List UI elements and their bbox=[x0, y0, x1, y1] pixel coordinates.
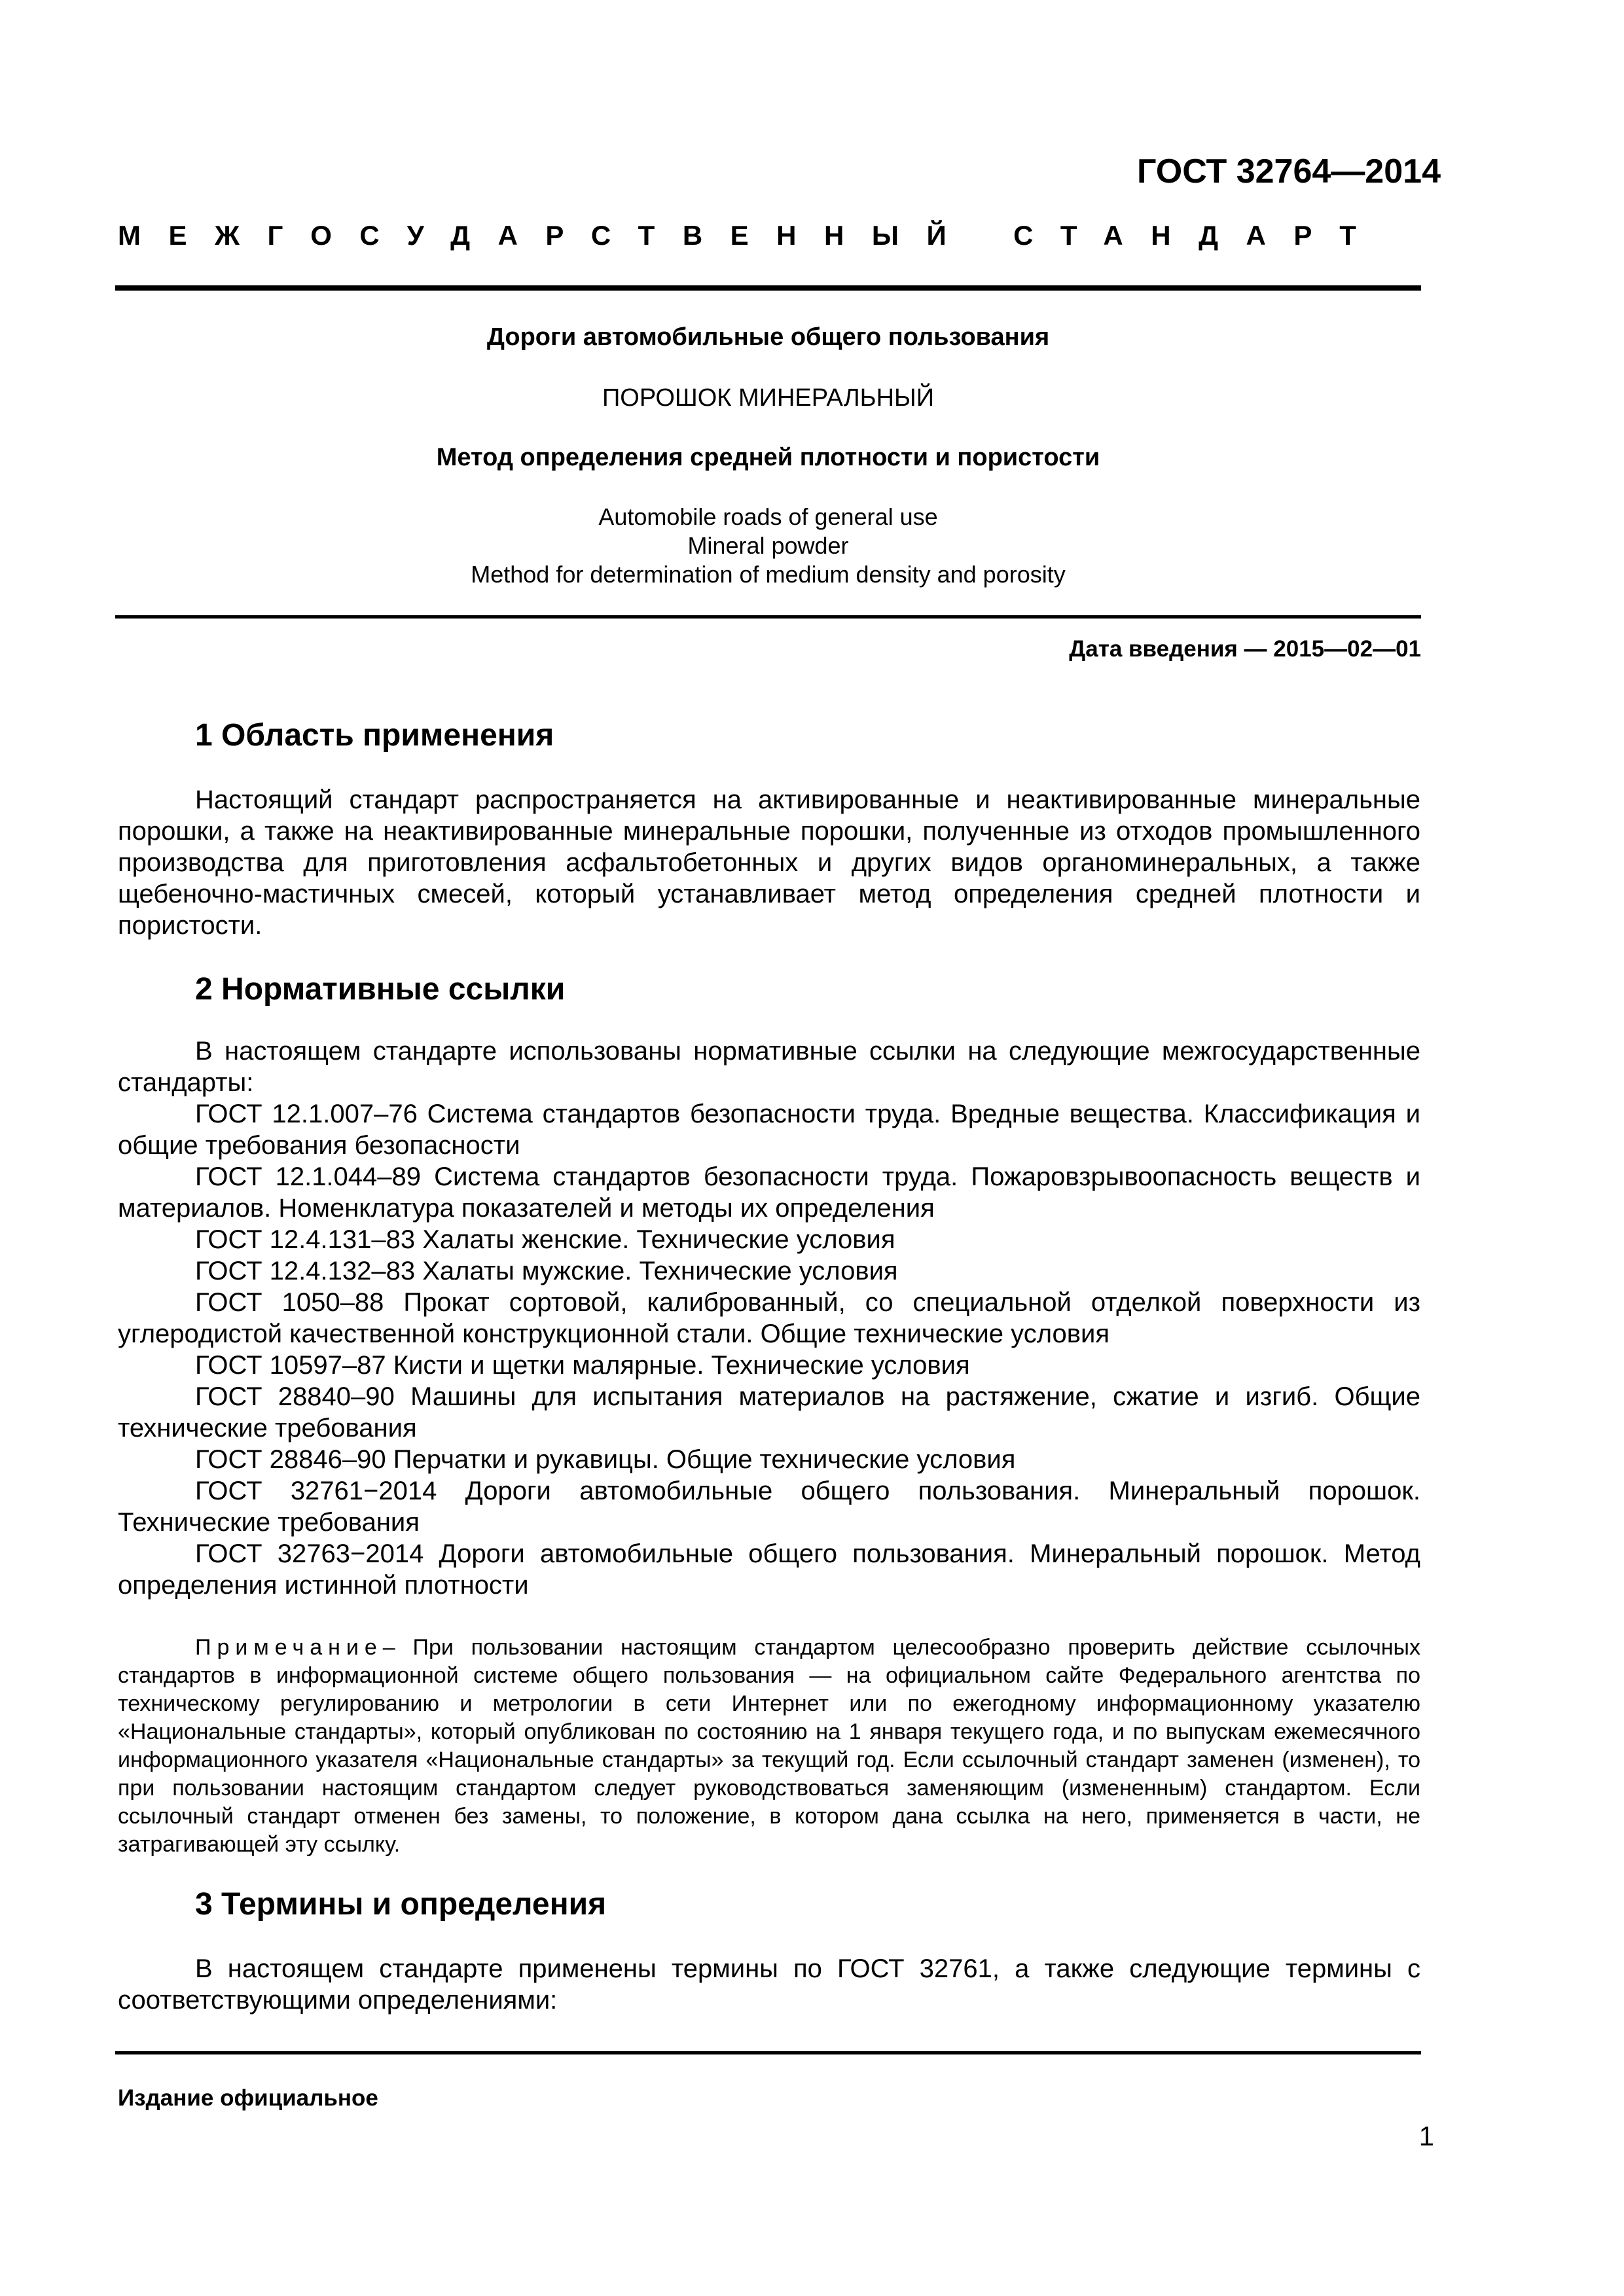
page-number: 1 bbox=[1418, 2121, 1434, 2151]
note-text: – При пользовании настоящим стандартом целесообразно проверить действие ссылочных стандартов в информационной системе общего пользования — на официальном сайте Федерального агентства по техническому регулированию и метрологии в сети Интернет или по ежегодному информационному указателю «Национальные стандарты», который опубликован по состоянию на 1 января текущего года, и по выпускам ежемесячного информационного указателя «Национальные стандарты» за текущий год. Если ссылочный стандарт заменен (изменен), то при пользовании настоящим стандартом следует руководствоваться заменяющим (измененным) стандартом. Если ссылочный стандарт отменен без замены, то положение, в котором дана ссылка на него, применяется в части, не затрагивающей эту ссылку. bbox=[118, 1635, 1420, 1857]
reference-item: ГОСТ 12.4.132–83 Халаты мужские. Технические условия bbox=[195, 1257, 898, 1285]
section-2-heading: 2 Нормативные ссылки bbox=[195, 972, 566, 1007]
reference-item: ГОСТ 32763−2014 Дороги автомобильные общего пользования. Минеральный порошок. Метод определения истинной плотности bbox=[118, 1539, 1420, 1600]
reference-item: ГОСТ 10597–87 Кисти и щетки малярные. Технические условия bbox=[195, 1351, 970, 1380]
reference-item: ГОСТ 28846–90 Перчатки и рукавицы. Общие технические условия bbox=[195, 1445, 1016, 1474]
reference-item: ГОСТ 28840–90 Машины для испытания материалов на растяжение, сжатие и изгиб. Общие технические требования bbox=[118, 1382, 1420, 1443]
section-1-heading: 1 Область применения bbox=[195, 718, 554, 753]
reference-item: ГОСТ 32761−2014 Дороги автомобильные общего пользования. Минеральный порошок. Технические требования bbox=[118, 1477, 1420, 1537]
top-rule bbox=[115, 285, 1421, 291]
section-2-body bbox=[118, 1035, 1420, 1601]
note-label: Примечание bbox=[195, 1635, 383, 1660]
footer-rule bbox=[115, 2051, 1421, 2054]
reference-item: ГОСТ 12.1.007–76 Система стандартов безопасности труда. Вредные вещества. Классификация и общие требования безопасности bbox=[118, 1100, 1420, 1160]
title-line-1: Дороги автомобильные общего пользования bbox=[486, 323, 1050, 351]
english-title-1: Automobile roads of general use bbox=[598, 503, 938, 530]
title-line-3: Метод определения средней плотности и пористости bbox=[436, 444, 1100, 471]
reference-item: ГОСТ 1050–88 Прокат сортовой, калиброванный, со специальной отделкой поверхности из углеродистой качественной конструкционной стали. Общие технические условия bbox=[118, 1288, 1420, 1348]
section-3-body bbox=[118, 1953, 1420, 2016]
interstate-word: МЕЖГОСУДАРСТВЕННЫЙ bbox=[118, 220, 975, 251]
reference-item: ГОСТ 12.4.131–83 Халаты женские. Технические условия bbox=[195, 1225, 895, 1254]
section-3-paragraph: В настоящем стандарте применены термины по ГОСТ 32761, а также следующие термины с соответствующими определениями: bbox=[118, 1954, 1420, 2015]
standard-word: СТАНДАРТ bbox=[1013, 220, 1384, 251]
document-number: ГОСТ 32764—2014 bbox=[1137, 152, 1441, 190]
section-1-body bbox=[118, 784, 1420, 941]
introduction-date: Дата введения — 2015—02—01 bbox=[1069, 636, 1421, 662]
english-title-2: Mineral powder bbox=[687, 532, 849, 559]
title-line-2: ПОРОШОК МИНЕРАЛЬНЫЙ bbox=[602, 384, 935, 412]
section-1-paragraph: Настоящий стандарт распространяется на активированные и неактивированные минеральные порошки, а также на неактивированные минеральные порошки, полученные из отходов промышленного производства для приготовления асфальтобетонных и других видов органоминеральных, а также щебеночно-мастичных смесей, который устанавливает метод определения средней плотности и пористости. bbox=[118, 785, 1420, 940]
interstate-standard-label bbox=[118, 220, 1414, 251]
reference-item: ГОСТ 12.1.044–89 Система стандартов безопасности труда. Пожаровзрывоопасность веществ и материалов. Номенклатура показателей и методы их определения bbox=[118, 1162, 1420, 1223]
section-3-heading: 3 Термины и определения bbox=[195, 1887, 607, 1922]
edition-label: Издание официальное bbox=[118, 2085, 378, 2111]
english-title-3: Method for determination of medium density and porosity bbox=[471, 561, 1066, 588]
section-2-intro: В настоящем стандарте использованы нормативные ссылки на следующие межгосударственные стандарты: bbox=[118, 1037, 1420, 1097]
title-rule bbox=[115, 615, 1421, 619]
note-paragraph bbox=[118, 1634, 1420, 1859]
